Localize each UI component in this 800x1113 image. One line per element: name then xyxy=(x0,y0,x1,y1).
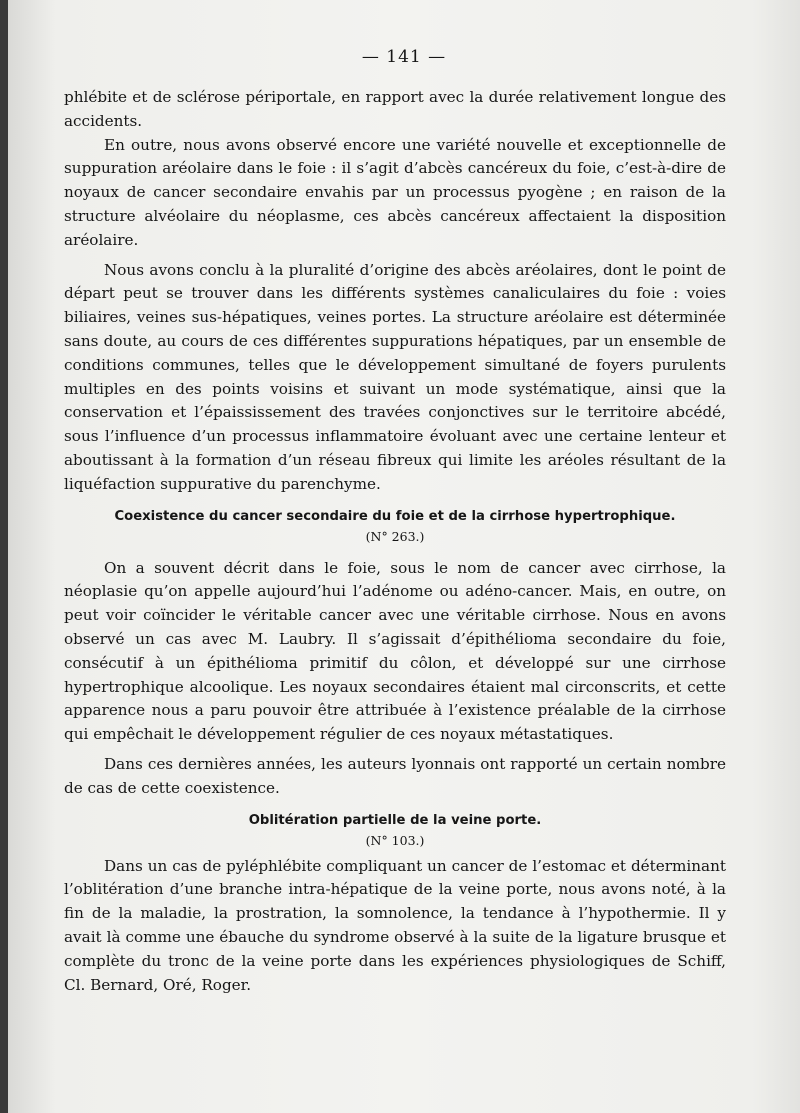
section-ref-103: (N° 103.) xyxy=(365,832,425,848)
paragraph-continuation: phlébite et de sclérose périportale, en rapport avec la durée relativement longue des accidents. xyxy=(64,88,726,130)
section-ref-263: (N° 263.) xyxy=(365,528,425,544)
paragraph-cancer-cirrhosis: On a souvent décrit dans le foie, sous le nom de cancer avec cirrhose, la néoplasie qu’on appelle aujourd’hui l’adénome ou adéno-cancer. Mais, en outre, on peut voir coïncider le véritable cancer avec une véritable cirrhose. Nous en avons observé un cas avec M. Laubry. Il s’agissait d’épithélioma secondaire du foie, consécutif à un épithélioma primitif du côlon, et développé sur une cirrhose hypertrophique alcoolique. Les noyaux secondaires étaient mal circonscrits, et cette apparence nous a paru pouvoir être attribuée à l’existence préalable de la cirrhose qui empêchait le développement régulier de ces noyaux métastatiques. xyxy=(64,558,726,744)
section-title-coexistence: Coexistence du cancer secondaire du foie et de la cirrhose hypertrophique. xyxy=(114,508,676,524)
paragraph-lyon-authors: Dans ces dernières années, les auteurs lyonnais ont rapporté un certain nombre de cas de cette coexistence. xyxy=(64,754,726,797)
paragraph-pylephlebitis: Dans un cas de pyléphlébite compliquant un cancer de l’estomac et déterminant l’oblitération d’une branche intra-hépatique de la veine porte, nous avons noté, à la fin de la maladie, la prostration, la somnolence, la tendance à l’hypothermie. Il y avait là comme une ébauche du syndrome observé à la suite de la ligature brusque et complète du tronc de la veine porte dans les expériences physiologiques de Schiff, Cl. Bernard, Oré, Roger. xyxy=(64,856,726,994)
paragraph-areolar-cancer: En outre, nous avons observé encore une variété nouvelle et exceptionnelle de suppuration aréolaire dans le foie : il s’agit d’abcès cancéreux du foie, c’est-à-dire de noyaux de cancer secondaire envahis par un processus pyogène ; en raison de la structure alvéolaire du néoplasme, ces abcès cancéreux affectaient la disposition aréolaire. xyxy=(64,135,726,249)
paragraph-plurality-origin: Nous avons conclu à la pluralité d’origine des abcès aréolaires, dont le point de départ peut se trouver dans les différents systèmes canaliculaires du foie : voies biliaires, veines sus-hépatiques, veines portes. La structure aréolaire est déterminée sans doute, au cours de ces différentes suppurations hépatiques, par un ensemble de conditions communes, telles que le développement simultané de foyers purulents multiples en des points voisins et suivant un mode systématique, ainsi que la conservation et l’épaississement des travées conjonctives sur le territoire abcédé, sous l’influence d’un processus inflammatoire évoluant avec une certaine lenteur et aboutissant à la formation d’un réseau fibreux qui limite les aréoles résultant de la liquéfaction suppurative du parenchyme. xyxy=(64,260,726,493)
section-title-portal-vein: Oblitération partielle de la veine porte. xyxy=(248,812,542,828)
book-page xyxy=(8,0,800,1113)
page-number: — 141 — xyxy=(361,47,447,67)
page-body xyxy=(64,86,726,997)
